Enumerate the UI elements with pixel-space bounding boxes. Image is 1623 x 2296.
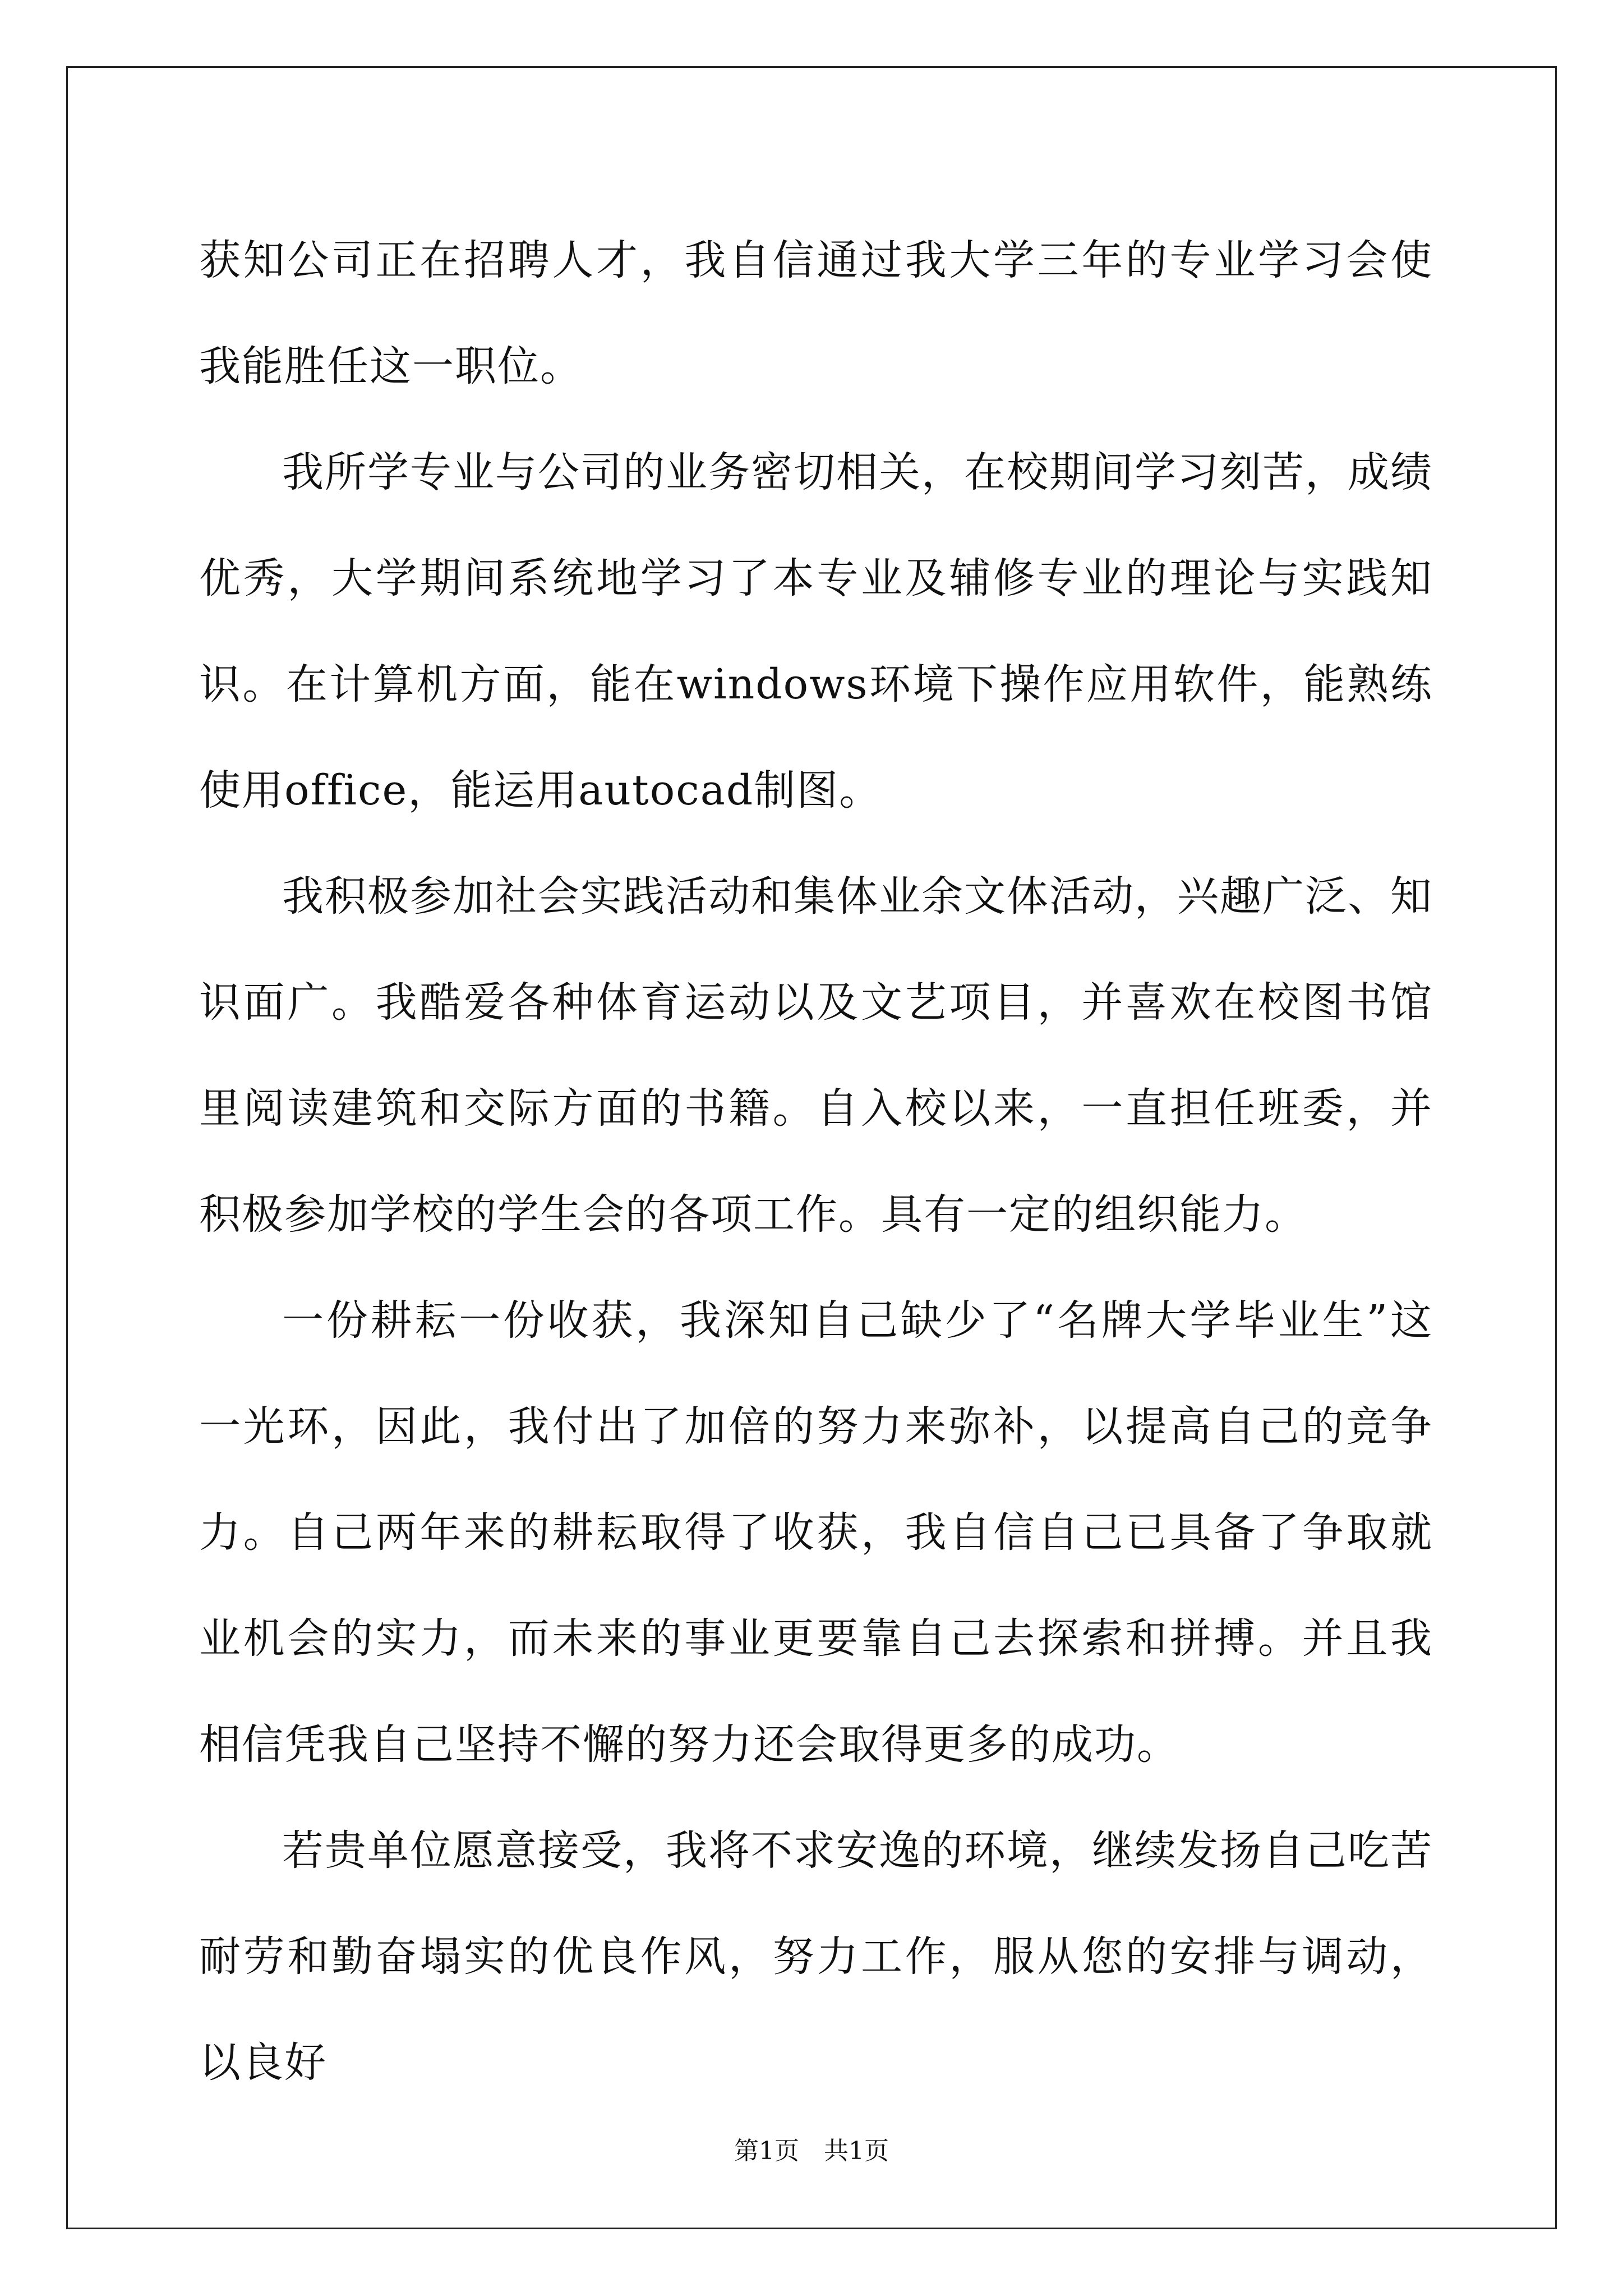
document-body [199,208,1433,2116]
paragraph-4: 一份耕耘一份收获，我深知自己缺少了“名牌大学毕业生”这一光环，因此，我付出了加倍的努力来弥补，以提高自己的竞争力。自己两年来的耕耘取得了收获，我自信自己已具备了争取就业机会的实力，而未来的事业更要靠自己去探索和拼搏。并且我相信凭我自己坚持不懈的努力还会取得更多的成功。 [199,1296,1433,1769]
paragraph-2: 我所学专业与公司的业务密切相关，在校期间学习刻苦，成绩优秀，大学期间系统地学习了本专业及辅修专业的理论与实践知识。在计算机方面，能在windows环境下操作应用软件，能熟练使用office，能运用autocad制图。 [199,448,1433,815]
paragraph-1: 获知公司正在招聘人才，我自信通过我大学三年的专业学习会使我能胜任这一职位。 [199,236,1433,390]
page-number: 第1页 共1页 [734,2137,889,2165]
paragraph-5: 若贵单位愿意接受，我将不求安逸的环境，继续发扬自己吃苦耐劳和勤奋塌实的优良作风，努力工作，服从您的安排与调动，以良好 [199,1826,1433,2087]
page-footer [0,2134,1623,2168]
paragraph-3: 我积极参加社会实践活动和集体业余文体活动，兴趣广泛、知识面广。我酷爱各种体育运动以及文艺项目，并喜欢在校图书馆里阅读建筑和交际方面的书籍。自入校以来，一直担任班委，并积极参加学校的学生会的各项工作。具有一定的组织能力。 [199,872,1433,1239]
